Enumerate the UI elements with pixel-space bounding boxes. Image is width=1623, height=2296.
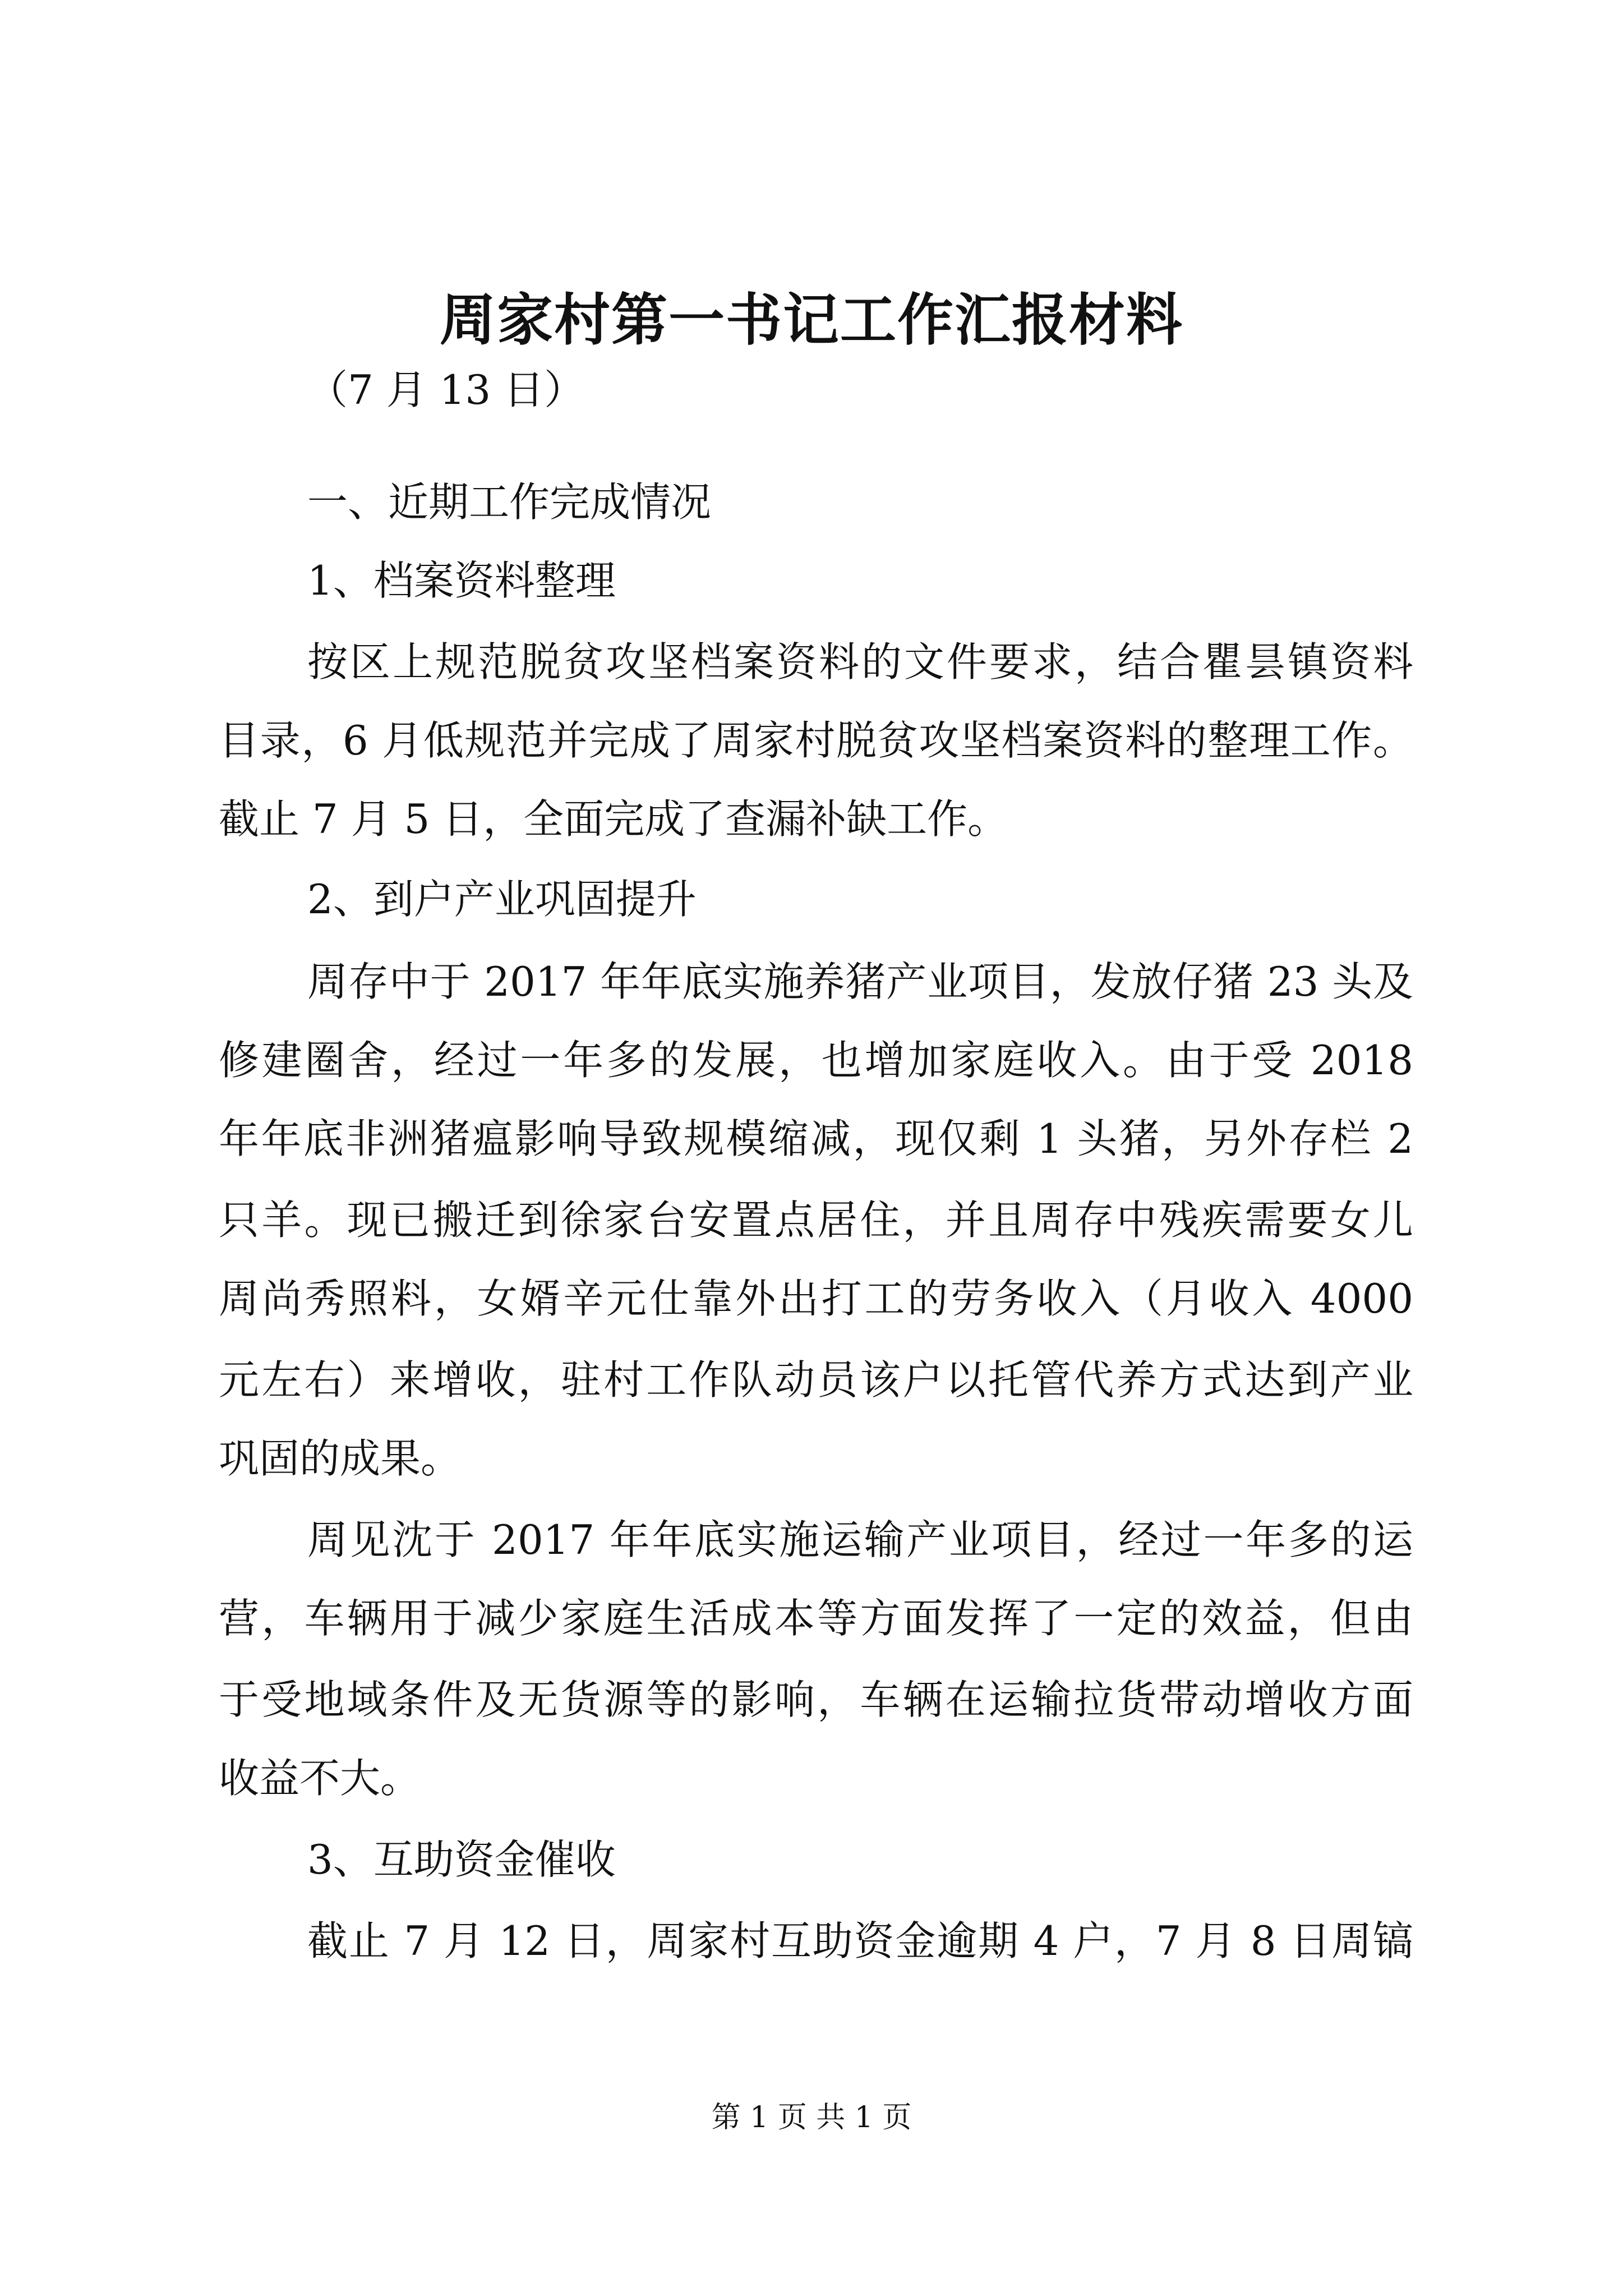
paragraph-line: 巩固的成果。 bbox=[219, 1435, 462, 1482]
paragraph-line: 目录，6 月低规范并完成了周家村脱贫攻坚档案资料的整理工作。 bbox=[219, 717, 1413, 764]
paragraph-line: 按区上规范脱贫攻坚档案资料的文件要求，结合瞿昙镇资料 bbox=[307, 638, 1413, 685]
document-title: 周家村第一书记工作汇报材料 bbox=[440, 287, 1183, 353]
paragraph-line: 年年底非洲猪瘟影响导致规模缩减，现仅剩 1 头猪，另外存栏 2 bbox=[219, 1115, 1413, 1162]
paragraph-line: 周见沈于 2017 年年底实施运输产业项目，经过一年多的运 bbox=[307, 1516, 1413, 1563]
paragraph-line: 截止 7 月 5 日，全面完成了查漏补缺工作。 bbox=[219, 795, 1008, 843]
paragraph-line: 于受地域条件及无货源等的影响，车辆在运输拉货带动增收方面 bbox=[219, 1676, 1413, 1723]
page-number-footer: 第 1 页 共 1 页 bbox=[711, 2101, 912, 2134]
item-heading-industry: 2、到户产业巩固提升 bbox=[307, 876, 697, 923]
item-heading-funds: 3、互助资金催收 bbox=[307, 1836, 616, 1883]
document-date: （7 月 13 日） bbox=[307, 366, 585, 413]
item-heading-archives: 1、档案资料整理 bbox=[307, 557, 616, 604]
paragraph-line: 修建圈舍，经过一年多的发展，也增加家庭收入。由于受 2018 bbox=[219, 1037, 1413, 1084]
paragraph-line: 收益不大。 bbox=[219, 1755, 421, 1802]
paragraph-line: 周尚秀照料，女婿辛元仕靠外出打工的劳务收入（月收入 4000 bbox=[219, 1275, 1413, 1322]
paragraph-line: 截止 7 月 12 日，周家村互助资金逾期 4 户，7 月 8 日周镐 bbox=[307, 1917, 1413, 1964]
paragraph-line: 元左右）来增收，驻村工作队动员该户以托管代养方式达到产业 bbox=[219, 1356, 1413, 1404]
paragraph-line: 周存中于 2017 年年底实施养猪产业项目，发放仔猪 23 头及 bbox=[307, 958, 1413, 1005]
section-heading: 一、近期工作完成情况 bbox=[307, 478, 712, 526]
paragraph-line: 只羊。现已搬迁到徐家台安置点居住，并且周存中残疾需要女儿 bbox=[219, 1197, 1413, 1244]
paragraph-line: 营，车辆用于减少家庭生活成本等方面发挥了一定的效益，但由 bbox=[219, 1595, 1413, 1642]
